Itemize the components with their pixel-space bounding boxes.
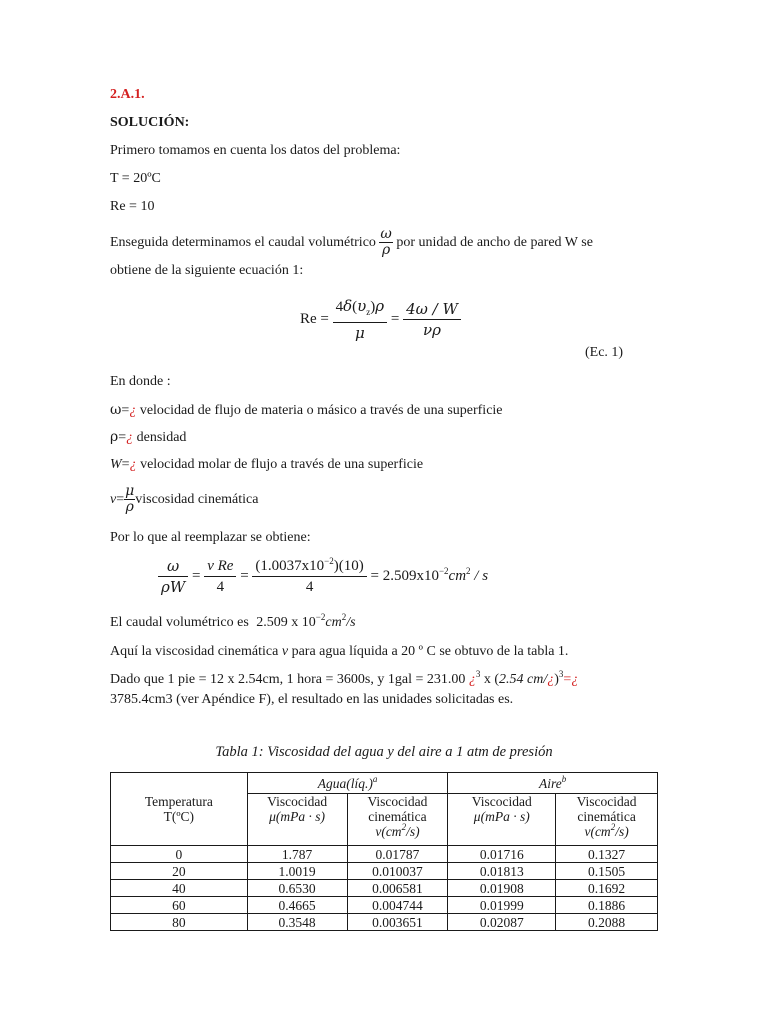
equation-1: Re = $\frac{4\delta(\upsilon_z)\rho}{\mu}$ = $\frac{4\omega / W}{\nu\rho}$ [300, 296, 461, 343]
intro-text: Primero tomamos en cuenta los datos del problema: [110, 143, 401, 158]
table-row: 60 0.4665 0.004744 0.01999 0.1886 [111, 897, 658, 914]
eq1-fraction-right: $\frac{4\omega / W}{\nu\rho}$ [403, 299, 461, 340]
table-row: 0 1.787 0.01787 0.01716 0.1327 [111, 846, 658, 863]
omega-over-rho-fraction: $\frac{\omega}{\rho}$ [380, 226, 392, 259]
temperature-header: Temperatura T(ºC) [111, 773, 248, 846]
table-row: 40 0.6530 0.006581 0.01908 0.1692 [111, 880, 658, 897]
eq2-result: $2.509x10^{-2}cm^2$ / s [382, 565, 489, 584]
eq2-lhs-fraction: $\frac{\omega}{\rho W}$ [158, 556, 188, 597]
table-note: Aquí la viscosidad cinemática v para agua líquida a 20 º C se obtuvo de la tabla 1. [110, 644, 569, 659]
table-header-row-1 [111, 773, 658, 794]
definition-nu: v= $\frac{\mu}{\rho}$ viscosidad cinemática [110, 483, 259, 516]
table-row: 80 0.3548 0.003651 0.02087 0.2088 [111, 914, 658, 931]
result-line: El caudal volumétrico es 2.509 x $10^{-2}cm^2/s$ [110, 612, 356, 630]
given-reynolds: Re = 10 [110, 199, 155, 214]
definition-rho: ρ=¿ densidad [110, 429, 187, 445]
replace-text: Por lo que al reemplazar se obtiene: [110, 530, 311, 545]
given-temperature: T = 20ºC [110, 171, 161, 186]
caudal-intro: Enseguida determinamos el caudal volumétrico $\frac{\omega}{\rho}$ por unidad de ancho de pared W se [110, 226, 593, 259]
viscosity-table [110, 772, 658, 931]
water-kinematic-header: Viscocidad cinemática $v(cm^2/s)$ [347, 794, 448, 846]
where-heading: En donde : [110, 374, 171, 389]
equation-2: $\frac{\omega}{\rho W}$ = $\frac{\text{v Re}}{4}$ = $\frac{(1.0037x10^{-2})(10)}{4}$ = $2.509x10^{-2}cm^2$ / s [158, 556, 488, 597]
eq1-fraction-left: $\frac{4\delta(\upsilon_z)\rho}{\mu}$ [333, 296, 387, 343]
water-viscosity-header: Viscocidad μ(mPa · s) [247, 794, 347, 846]
table-row: 20 1.0019 0.010037 0.01813 0.1505 [111, 863, 658, 880]
definition-omega: ω=¿ velocidad de flujo de materia o másico a través de una superficie [110, 402, 503, 418]
conversion-line1: Dado que 1 pie = 12 x 2.54cm, 1 hora = 3600s, y 1gal = 231.00 ¿$^3$ x (2.54 cm/¿)$^3$=¿ [110, 669, 579, 687]
air-kinematic-header: Viscocidad cinemática $v(cm^2/s)$ [556, 794, 658, 846]
section-label: 2.A.1. [110, 87, 145, 102]
air-header: Aire$^b$ [448, 773, 658, 794]
caudal-intro-line2: obtiene de la siguiente ecuación 1: [110, 263, 304, 278]
solution-heading: SOLUCIÓN: [110, 115, 190, 130]
mu-over-rho-fraction: $\frac{\mu}{\rho}$ [125, 483, 135, 516]
eq2-rhs-fraction: $\frac{(1.0037x10^{-2})(10)}{4}$ [252, 556, 366, 597]
equation-1-label: (Ec. 1) [585, 345, 624, 360]
eq2-mid-fraction: $\frac{\text{v Re}}{4}$ [204, 556, 236, 597]
air-viscosity-header: Viscocidad μ(mPa · s) [448, 794, 556, 846]
result-value: 2.509 x $10^{-2}cm^2/s$ [256, 612, 356, 630]
water-header: Agua(líq.)$^a$ [247, 773, 448, 794]
table-caption: Tabla 1: Viscosidad del agua y del aire a 1 atm de presión [215, 744, 553, 760]
conversion-line2: 3785.4cm3 (ver Apéndice F), el resultado en las unidades solicitadas es. [110, 692, 514, 707]
definition-w: W=¿ velocidad molar de flujo a través de una superficie [110, 457, 424, 472]
